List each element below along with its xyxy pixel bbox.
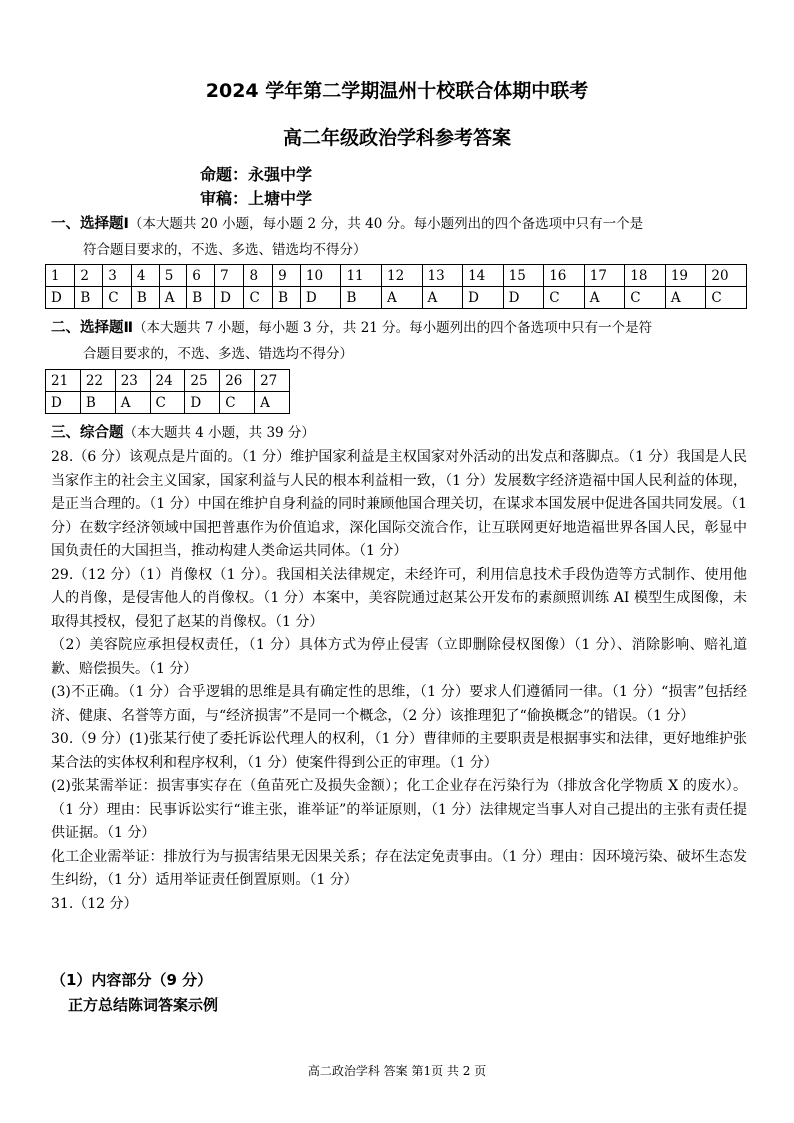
question-number-cell: 19 xyxy=(665,265,706,287)
answer-cell: C xyxy=(625,287,666,309)
question-number-cell: 11 xyxy=(341,265,382,287)
answer-cell: B xyxy=(75,287,103,309)
question-number-cell: 2 xyxy=(75,265,103,287)
answer-cell: B xyxy=(187,287,215,309)
question-number-cell: 8 xyxy=(244,265,273,287)
section1-desc-line1: （本大题共 20 小题，每小题 2 分，共 40 分。每小题列出的四个备选项中只有一个是 xyxy=(128,216,644,232)
question-number-cell: 17 xyxy=(584,265,625,287)
answer-cell: A xyxy=(159,287,187,309)
table-number-row xyxy=(46,265,747,287)
question-number-cell: 12 xyxy=(382,265,423,287)
question-number-cell: 13 xyxy=(422,265,463,287)
paragraph-q29-1: 29.（12 分）（1）肖像权（1 分）。我国相关法律规定，未经许可，利用信息技术手段伪造等方式制作、使用他人的肖像，是侵害他人的肖像权。（1 分）本案中，美容院通过赵某公开发布的素颜照训练 AI 模型生成图像，未取得其授权，侵犯了赵某的肖像权。（1 分） xyxy=(51,566,747,630)
paragraph-q30-3: 化工企业需举证：排放行为与损害结果无因果关系；存在法定免责事由。（1 分）理由：因环境污染、破坏生态发生纠纷，（1 分）适用举证责任倒置原则。（1 分） xyxy=(51,848,747,888)
page-subtitle: 高二年级政治学科参考答案 xyxy=(282,127,511,149)
section1-header xyxy=(51,214,643,234)
section3-header xyxy=(51,423,315,443)
paragraph-q29-3: (3)不正确。（1 分）合乎逻辑的思维是具有确定性的思维，（1 分）要求人们遵循同一律。（1 分）“损害”包括经济、健康、名誉等方面，与“经济损害”不是同一个概念，（2 分）该推理犯了“偷换概念”的错误。（1 分） xyxy=(51,684,747,724)
paragraph-q28: 28.（6 分）该观点是片面的。（1 分）维护国家利益是主权国家对外活动的出发点和落脚点。（1 分）我国是人民当家作主的社会主义国家，国家利益与人民的根本利益相一致，（1 分）发展数字经济造福中国人民利益的体现，是正当合理的。（1 分）中国在维护自身利益的同时兼顾他国合理关切，在谋求本国发展中促进各国共同发展。（1 分）在数字经济领域中国把普惠作为价值追求，深化国际交流合作，让互联网更好地造福世界各国人民，彰显中国负责任的大国担当，推动构建人类命运共同体。（1 分） xyxy=(51,449,747,559)
section1-desc-line2: 符合题目要求的，不选、多选、错选均不得分） xyxy=(83,242,367,258)
table-answer-row xyxy=(46,287,747,309)
answer-cell: B xyxy=(80,392,115,414)
answer-cell: D xyxy=(463,287,504,309)
answer-cell: A xyxy=(665,287,706,309)
question-number-cell: 5 xyxy=(159,265,187,287)
answer-cell: D xyxy=(46,287,75,309)
reviewer: 审稿：上塘中学 xyxy=(200,189,313,208)
section3-body xyxy=(51,446,747,916)
question-number-cell: 24 xyxy=(150,370,185,392)
question-number-cell: 25 xyxy=(185,370,220,392)
answer-cell: B xyxy=(131,287,159,309)
question-number-cell: 16 xyxy=(544,265,585,287)
section1-heading: 一、选择题Ⅰ xyxy=(51,216,129,232)
answer-cell: B xyxy=(273,287,301,309)
answer-cell: C xyxy=(706,287,747,309)
question-number-cell: 18 xyxy=(625,265,666,287)
table-answer-row xyxy=(46,392,290,414)
answer-cell: D xyxy=(215,287,244,309)
answer-cell: A xyxy=(115,392,150,414)
q31-sub-heading2: 正方总结陈词答案示例 xyxy=(68,996,219,1014)
answer-cell: C xyxy=(150,392,185,414)
answer-cell: D xyxy=(503,287,544,309)
section3-desc: （本大题共 4 小题，共 39 分） xyxy=(123,425,315,441)
question-number-cell: 7 xyxy=(215,265,244,287)
answer-cell: D xyxy=(300,287,341,309)
question-number-cell: 22 xyxy=(80,370,115,392)
section2-heading: 二、选择题Ⅱ xyxy=(51,320,134,336)
answer-cell: C xyxy=(103,287,132,309)
answer-cell: A xyxy=(255,392,290,414)
question-number-cell: 15 xyxy=(503,265,544,287)
paragraph-q30-1: 30.（9 分）(1)张某行使了委托诉讼代理人的权利，（1 分）曹律师的主要职责是根据事实和法律，更好地维护张某合法的实体权利和程序权利，（1 分）使案件得到公正的审理。（1 分） xyxy=(51,731,747,771)
answer-cell: C xyxy=(220,392,255,414)
answer-cell: C xyxy=(244,287,273,309)
question-number-cell: 20 xyxy=(706,265,747,287)
paragraph-q31: 31.（12 分） xyxy=(51,895,138,912)
question-number-cell: 26 xyxy=(220,370,255,392)
question-number-cell: 14 xyxy=(463,265,504,287)
question-number-cell: 23 xyxy=(115,370,150,392)
question-number-cell: 10 xyxy=(300,265,341,287)
answer-cell: D xyxy=(46,392,81,414)
question-number-cell: 21 xyxy=(46,370,81,392)
answer-cell: D xyxy=(185,392,220,414)
section2-header xyxy=(51,318,652,338)
setter: 命题：永强中学 xyxy=(200,165,313,184)
section3-heading: 三、综合题 xyxy=(51,425,124,441)
paragraph-q29-2: （2）美容院应承担侵权责任，（1 分）具体方式为停止侵害（立即删除侵权图像）（1 分）、消除影响、赔礼道歉、赔偿损失。（1 分） xyxy=(51,637,747,677)
question-number-cell: 27 xyxy=(255,370,290,392)
question-number-cell: 1 xyxy=(46,265,75,287)
table-number-row xyxy=(46,370,290,392)
answer-cell: A xyxy=(584,287,625,309)
answer-cell: C xyxy=(544,287,585,309)
answer-cell: A xyxy=(422,287,463,309)
question-number-cell: 4 xyxy=(131,265,159,287)
answer-cell: B xyxy=(341,287,382,309)
answer-table-2 xyxy=(45,369,290,414)
question-number-cell: 6 xyxy=(187,265,215,287)
section2-desc-line2: 合题目要求的，不选、多选、错选均不得分） xyxy=(83,346,353,362)
section2-desc-line1: （本大题共 7 小题，每小题 3 分，共 21 分。每小题列出的四个备选项中只有一个是符 xyxy=(133,320,653,336)
question-number-cell: 9 xyxy=(273,265,301,287)
answer-cell: A xyxy=(382,287,423,309)
question-number-cell: 3 xyxy=(103,265,132,287)
answer-table-1 xyxy=(45,264,747,309)
page-title: 2024 学年第二学期温州十校联合体期中联考 xyxy=(205,80,589,102)
paragraph-q30-2: (2)张某需举证：损害事实存在（鱼苗死亡及损失金额）；化工企业存在污染行为（排放含化学物质 X 的废水）。（1 分）理由：民事诉讼实行“谁主张，谁举证”的举证原则，（1 分）法律规定当事人对自己提出的主张有责任提供证据。（1 分） xyxy=(51,778,747,841)
page-footer: 高二政治学科 答案 第1页 共 2 页 xyxy=(307,1064,487,1078)
q31-sub-heading: （1）内容部分（9 分） xyxy=(51,971,213,989)
